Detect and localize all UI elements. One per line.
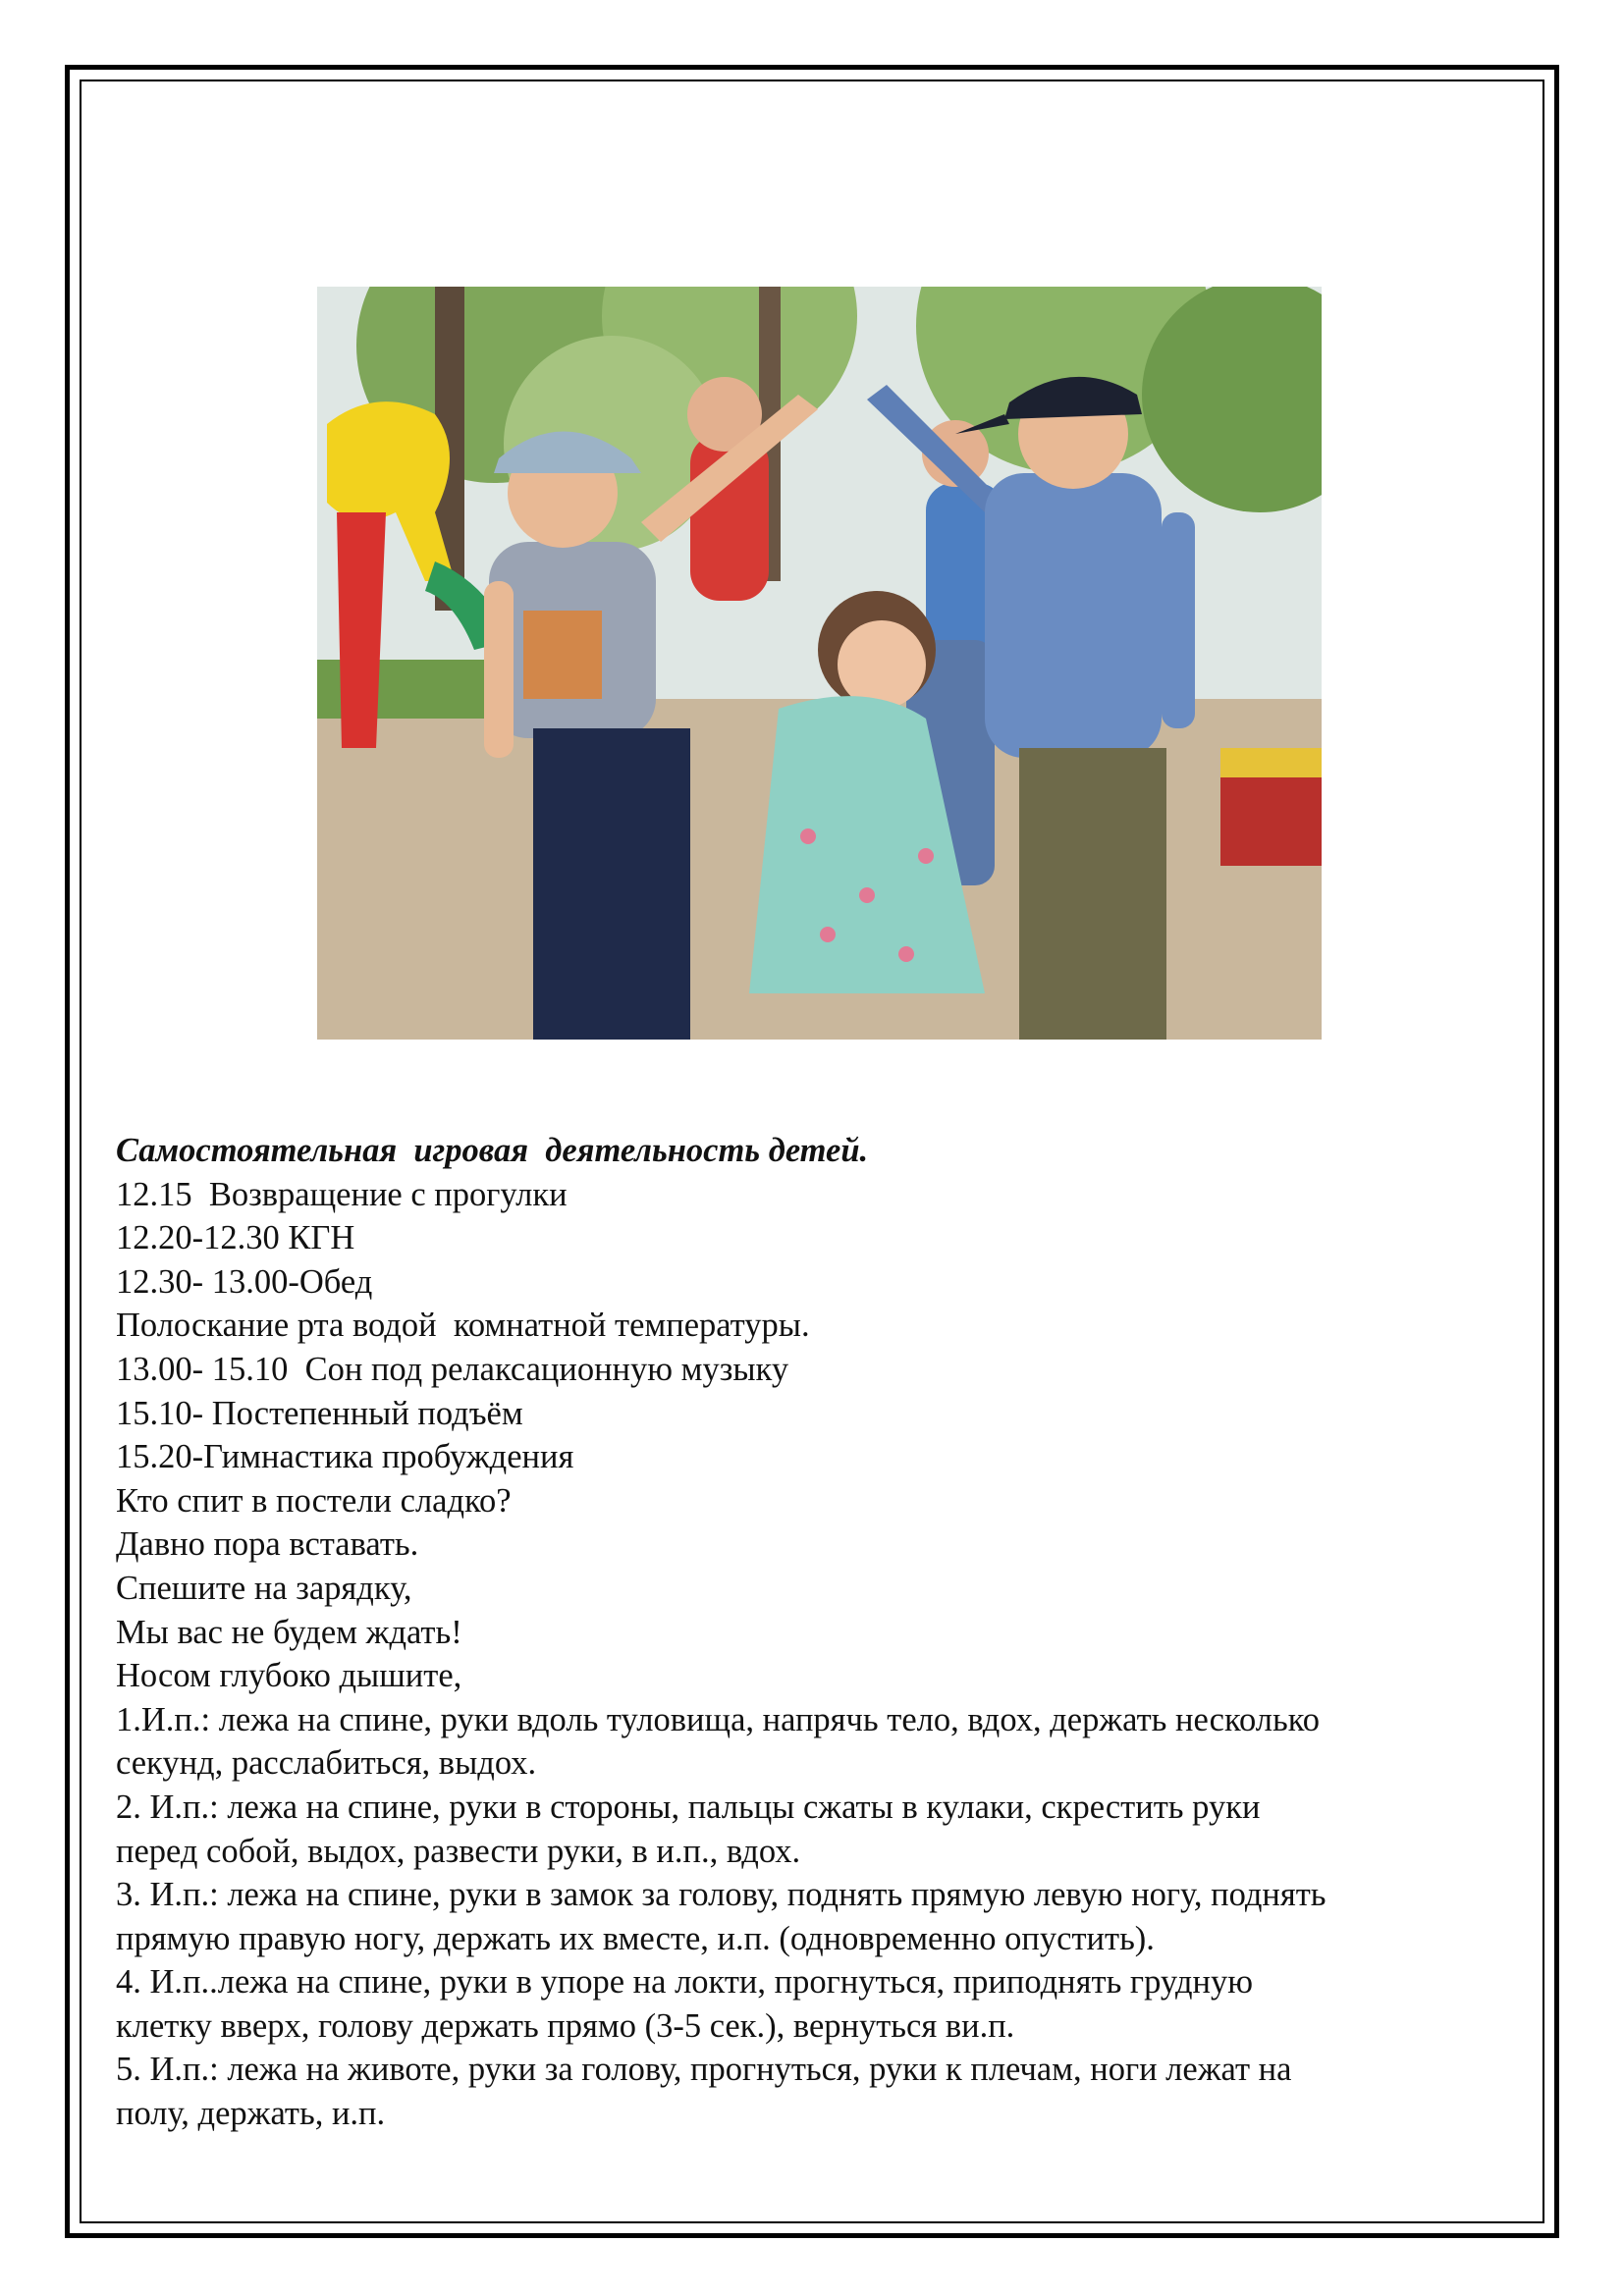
- children-playground-photo: [317, 287, 1322, 1040]
- text-line: Носом глубоко дышите,: [116, 1657, 462, 1695]
- text-line: 13.00- 15.10 Сон под релаксационную музыку: [116, 1350, 789, 1388]
- text-line: Полоскание рта водой комнатной температуры.: [116, 1307, 810, 1345]
- section-heading: Самостоятельная игровая деятельность детей.: [116, 1132, 869, 1169]
- text-line: 4. И.п..лежа на спине, руки в упоре на локти, прогнуться, приподнять грудную: [116, 1963, 1253, 2002]
- text-line: 15.10- Постепенный подъём: [116, 1394, 523, 1432]
- text-line: клетку вверх, голову держать прямо (3-5 сек.), вернуться ви.п.: [116, 2006, 1015, 2045]
- text-line: 2. И.п.: лежа на спине, руки в стороны, пальцы сжаты в кулаки, скрестить руки: [116, 1788, 1261, 1826]
- text-line: 12.15 Возвращение с прогулки: [116, 1175, 568, 1213]
- text-line: Давно пора вставать.: [116, 1525, 419, 1564]
- photo-illustration: [317, 287, 1322, 1040]
- text-line: Спешите на зарядку,: [116, 1569, 412, 1607]
- text-line: перед собой, выдох, развести руки, в и.п., вдох.: [116, 1832, 801, 1870]
- text-line: 3. И.п.: лежа на спине, руки в замок за голову, поднять прямую левую ногу, поднять: [116, 1876, 1326, 1914]
- text-line: 12.30- 13.00-Обед: [116, 1262, 373, 1301]
- document-text: [116, 1129, 1510, 2136]
- text-line: Кто спит в постели сладко?: [116, 1481, 512, 1520]
- text-line: Мы вас не будем ждать!: [116, 1613, 462, 1651]
- text-line: 1.И.п.: лежа на спине, руки вдоль туловища, напрячь тело, вдох, держать несколько: [116, 1700, 1320, 1738]
- text-line: 5. И.п.: лежа на животе, руки за голову, прогнуться, руки к плечам, ноги лежат на: [116, 2051, 1292, 2089]
- text-line: прямую правую ногу, держать их вместе, и.п. (одновременно опустить).: [116, 1919, 1155, 1957]
- text-line: 15.20-Гимнастика пробуждения: [116, 1438, 574, 1476]
- text-line: секунд, расслабиться, выдох.: [116, 1744, 537, 1783]
- text-line: 12.20-12.30 КГН: [116, 1219, 355, 1257]
- text-line: полу, держать, и.п.: [116, 2095, 386, 2133]
